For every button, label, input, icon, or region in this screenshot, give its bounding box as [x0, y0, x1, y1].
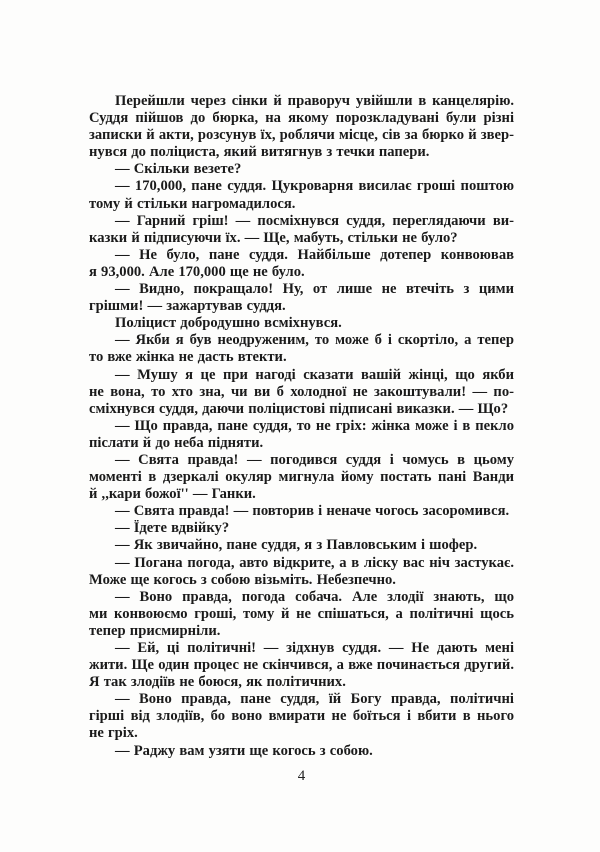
- text-line: сміхнувся суддя, даючи поліцистові підписані виказки. — Що?: [89, 400, 509, 417]
- text-line: казки й підписуючи їх. — Ще, мабуть, стільки не було?: [89, 229, 458, 246]
- text-line: Я так злодіїв не боюся, як політичних.: [89, 674, 346, 691]
- text-line: — Видно, покращало! Ну, от лише не втечіть з цими: [115, 281, 514, 298]
- text-line: Суддя пійшов до бюрка, на якому порозкладувані були різні: [89, 110, 514, 127]
- text-line: — Погана погода, авто відкрите, а в ліску вас ніч застукає.: [115, 554, 514, 571]
- text-line: — Воно правда, пане суддя, їй Богу правда, політичні: [115, 691, 514, 708]
- text-line: — Як звичайно, пане суддя, я з Павловським і шофер.: [115, 537, 478, 554]
- page-text: [89, 93, 514, 760]
- text-line: — Якби я був неодруженим, то може б і скортіло, а тепер: [115, 332, 514, 349]
- text-line: — Свята правда! — погодився суддя і чомусь в цьому: [115, 451, 514, 468]
- text-line: Перейшли через сінки й праворуч увійшли в канцелярію.: [115, 93, 514, 109]
- text-line: тому й стільки нагромадилося.: [89, 195, 296, 212]
- text-line: Може ще когось з собою візьміть. Небезпечно.: [89, 571, 396, 588]
- text-line: моменті в дзеркалі окуляр мигнула йому постать пані Ванди: [89, 469, 514, 486]
- text-line: — Не було, пане суддя. Найбільше дотепер конвоював: [115, 246, 514, 263]
- text-line: й ,,кари божої'' — Ганки.: [89, 486, 256, 503]
- text-line: — Ей, ці політичні! — зідхнув суддя. — Не дають мені: [115, 640, 514, 656]
- text-line: — Свята правда! — повторив і неначе чогось засоромився.: [115, 503, 510, 520]
- text-line: нувся до поліциста, який витягнув з течки папери.: [89, 144, 430, 161]
- text-line: — Гарний гріш! — посміхнувся суддя, переглядаючи ви-: [115, 212, 514, 229]
- text-line: то вже жінка не дасть втекти.: [89, 349, 287, 366]
- text-line: тепер присмирніли.: [89, 622, 221, 639]
- text-line: ми конвоюємо гроші, тому й не спішаться, а політичні щось: [89, 605, 514, 622]
- text-line: грішми! — зажартував суддя.: [89, 298, 286, 315]
- text-line: післати й до неба підняти.: [89, 434, 264, 451]
- text-line: записки й акти, розсунув їх, роблячи місце, сів за бюрко й звер-: [89, 127, 514, 144]
- page-number: 4: [297, 768, 306, 784]
- text-line: — Раджу вам узяти ще когось з собою.: [115, 742, 373, 759]
- text-line: — Їдете вдвійку?: [115, 520, 230, 537]
- text-line: я 93,000. Але 170,000 ще не було.: [89, 263, 305, 280]
- text-line: не гріх.: [89, 725, 138, 742]
- text-line: не вона, то хто зна, чи ви б холодної не закоштували! — по-: [89, 383, 514, 400]
- text-line: — Скільки везете?: [115, 161, 242, 178]
- text-line: гірші від злодіїв, бо воно вмирати не боїться і вбити в нього: [89, 708, 514, 725]
- text-line: Поліцист добродушно всміхнувся.: [115, 315, 342, 332]
- text-line: — Що правда, пане суддя, то не гріх: жінка може і в пекло: [115, 417, 514, 434]
- text-line: — 170,000, пане суддя. Цукроварня висилає гроші поштою: [115, 178, 514, 195]
- text-line: — Воно правда, погода собача. Але злодії знають, що: [115, 588, 514, 605]
- text-line: — Мушу я це при нагоді сказати вашій жінці, що якби: [115, 366, 514, 383]
- text-line: жити. Ще один процес не скінчився, а вже починається другий.: [89, 657, 514, 674]
